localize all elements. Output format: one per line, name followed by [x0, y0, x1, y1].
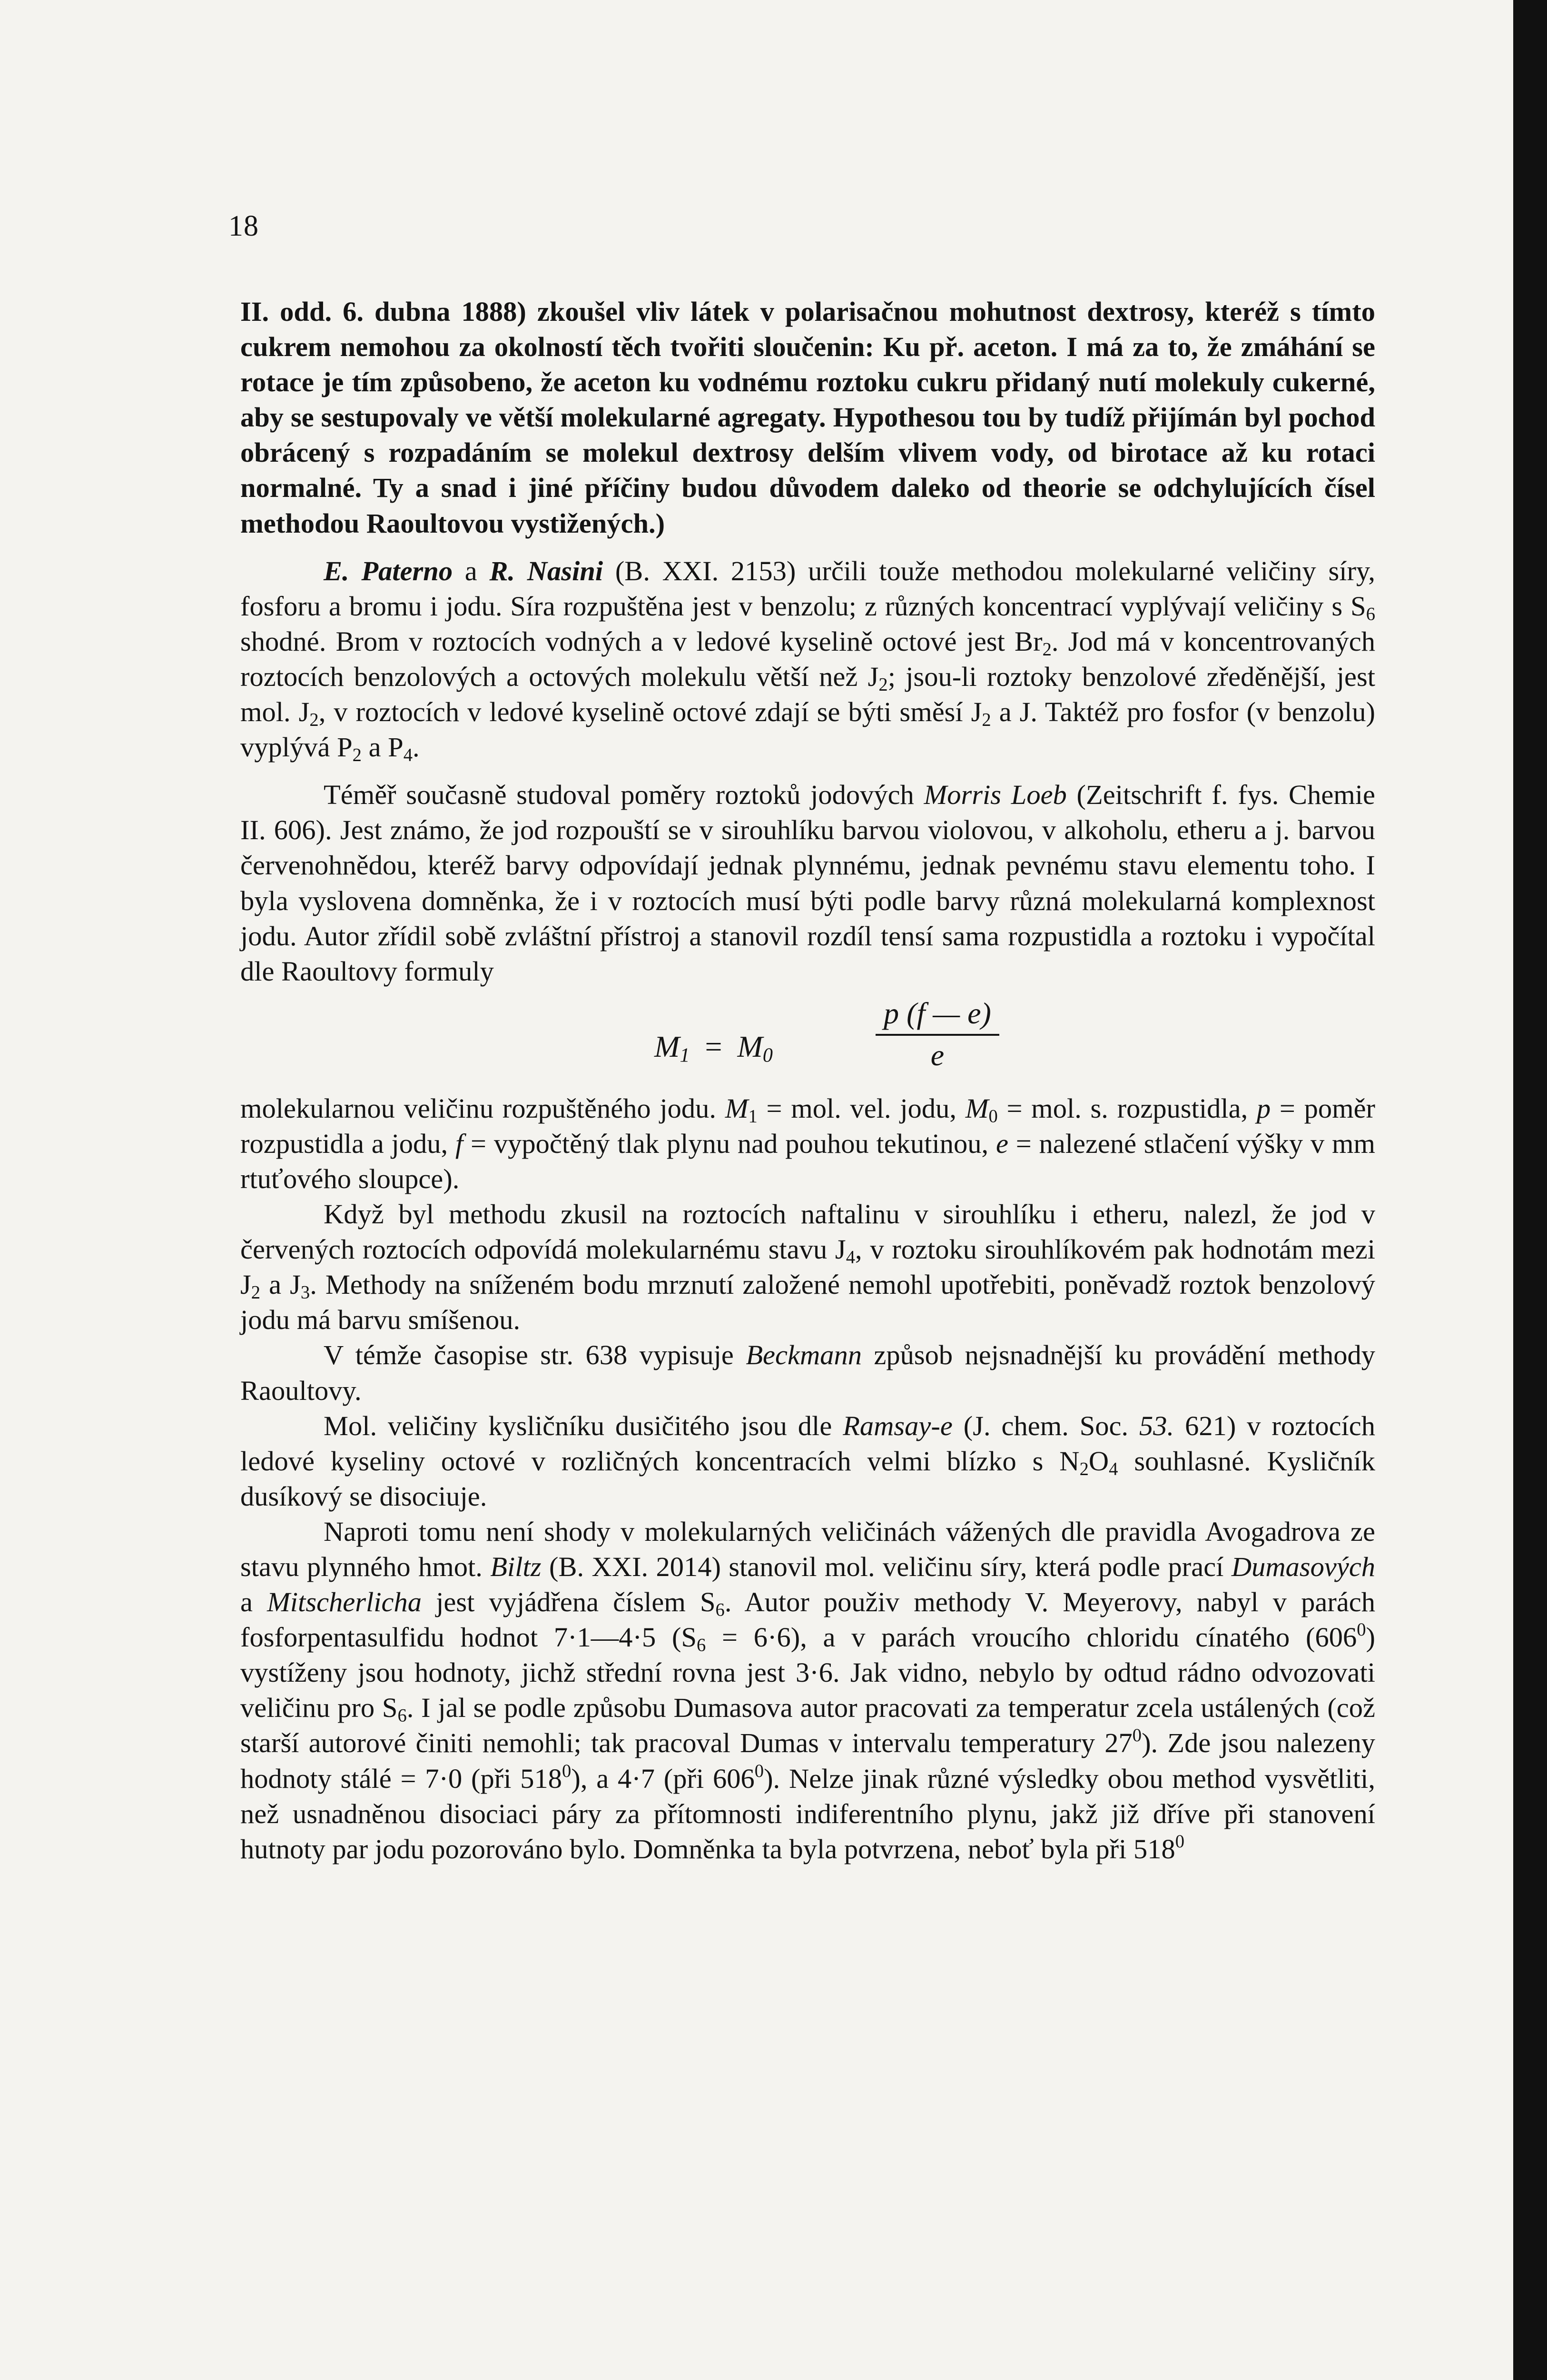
author-name: E. Paterno — [324, 555, 453, 586]
paragraph-8: Naproti tomu není shody v molekularných veličinách vážených dle pravidla Avogadrova ze stavu plynného hmot. Biltz (B. XXI. 2014) stanovil mol. veličinu síry, která podle prací Dumasových a Mitscherlicha jest vyjádřena číslem $S_6$. Autor použiv methody V. Meyerovy, nabyl v parách fosforpentasulfidu hodnot 7·1—4·5 $(S_6 = 6\cdot 6)$, a v parách vroucího chloridu cínatého $(606^0)$ vystíženy jsou hodnoty, jichž střední rovna jest 3·6. Jak vidno, nebylo by odtud rádno odvozovati veličinu pro $S_6$. I jal se podle způsobu Dumasova autor pracovati za temperatur zcela ustálených (což starší autorové činiti nemohli; tak pracoval Dumas v intervalu temperatury $27^0$). Zde jsou nalezeny hodnoty stálé = 7·0 (při $518^0$), a 4·7 (při $606^0$). Nelze jinak různé výsledky obou method vysvětliti, než usnadněnou disociaci páry za přítomnosti indiferentního plynu, jakž již dříve při stanovení hutnoty par jodu pozorováno bylo. Domněnka ta byla potvrzena, neboť byla při $518^0$ — [240, 1516, 1376, 1864]
paragraph-1: II. odd. 6. dubna 1888) zkoušel vliv látek v polarisačnou mohutnost dextrosy, kteréž s tímto cukrem nemohou za okolností těch tvořiti sloučenin: Ku př. aceton. I má za to, že zmáhání se rotace je tím způsobeno, že aceton ku vodnému roztoku cukru přidaný nutí molekuly cukerné, aby se sestupovaly ve větší molekularné agregaty. Hypothesou tou by tudíž přijímán byl pochod obrácený s rozpadáním se molekul dextrosy delším vlivem vody, od birotace až ku rotaci normalné. Ty a snad i jiné příčiny budou důvodem daleko od theorie se odchylujících čísel methodou Raoultovou vystižených.) — [240, 296, 1375, 539]
author-name: Dumasových — [1231, 1551, 1376, 1582]
raoult-formula: $M_1 = M_0$ p (f — e) e — [240, 991, 1375, 1091]
body-text — [240, 294, 1375, 1867]
author-name: Mitscherlicha — [267, 1587, 422, 1618]
scan-border — [1513, 0, 1547, 2380]
author-name: Morris Loeb — [924, 779, 1067, 811]
formula-fraction: p (f — e) e — [876, 996, 999, 1073]
author-name: R. Nasini — [489, 555, 603, 586]
page-number: 18 — [228, 210, 259, 242]
author-name: Beckmann — [746, 1339, 862, 1371]
author-name: Biltz — [490, 1551, 542, 1582]
paragraph-5: Když byl methodu zkusil na roztocích naftalinu v sirouhlíku i etheru, nalezl, že jod v červených roztocích odpovídá molekularnému stavu $J_4$, v roztoku sirouhlíkovém pak hodnotám mezi $J_2$ a $J_3$. Methody na sníženém bodu mrznutí založené nemohl upotřebiti, poněvadž roztok benzolový jodu má barvu smíšenou. — [240, 1199, 1376, 1336]
paragraph-7: Mol. veličiny kysličníku dusičitého jsou dle Ramsay-e (J. chem. Soc. 53. 621) v roztocích ledové kyseliny octové v rozličných koncentracích velmi blízko s $N_2O_4$ souhlasné. Kysličník dusíkový se disociuje. — [240, 1410, 1376, 1512]
paragraph-2: E. Paterno a R. Nasini (B. XXI. 2153) určili touže methodou molekularné veličiny síry, fosforu a bromu i jodu. Síra rozpuštěna jest v benzolu; z různých koncentrací vyplývají veličiny s $S_6$ shodné. Brom v roztocích vodných a v ledové kyselině octové jest $Br_2$. Jod má v koncentrovaných roztocích benzolových a octových molekulu větší než $J_2$; jsou-li roztoky benzolové zředěnější, jest mol. $J_2$, v roztocích v ledové kyselině octové zdají se býti směsí $J_2$ a J. Taktéž pro fosfor (v benzolu) vyplývá $P_2$ a $P_4$. — [240, 555, 1376, 765]
paragraph-6: V témže časopise str. 638 vypisuje Beckmann způsob nejsnadnější ku provádění methody Raoultovy. — [240, 1339, 1376, 1406]
paragraph-3: Téměř současně studoval poměry roztoků jodových Morris Loeb (Zeitschrift f. fys. Chemie II. 606). Jest známo, že jod rozpouští se v sirouhlíku barvou violovou, v alkoholu, etheru a j. barvou červenohnědou, kteréž barvy odpovídají jednak plynnému, jednak pevnému stavu elementu toho. I byla vyslovena domněnka, že i v roztocích musí býti podle barvy různá molekularná komplexnost jodu. Autor zřídil sobě zvláštní přístroj a stanovil rozdíl tensí sama rozpustidla a roztoku i vypočítal dle Raoultovy formuly — [240, 779, 1376, 987]
paragraph-4: molekularnou veličinu rozpuštěného jodu. $M_1$ = mol. vel. jodu, $M_0$ = mol. s. rozpustidla, p = poměr rozpustidla a jodu, f = vypočtěný tlak plynu nad pouhou tekutinou, e = nalezené stlačení výšky v mm rtuťového sloupce). — [240, 1092, 1376, 1194]
author-name: Ramsay-e — [843, 1410, 953, 1441]
